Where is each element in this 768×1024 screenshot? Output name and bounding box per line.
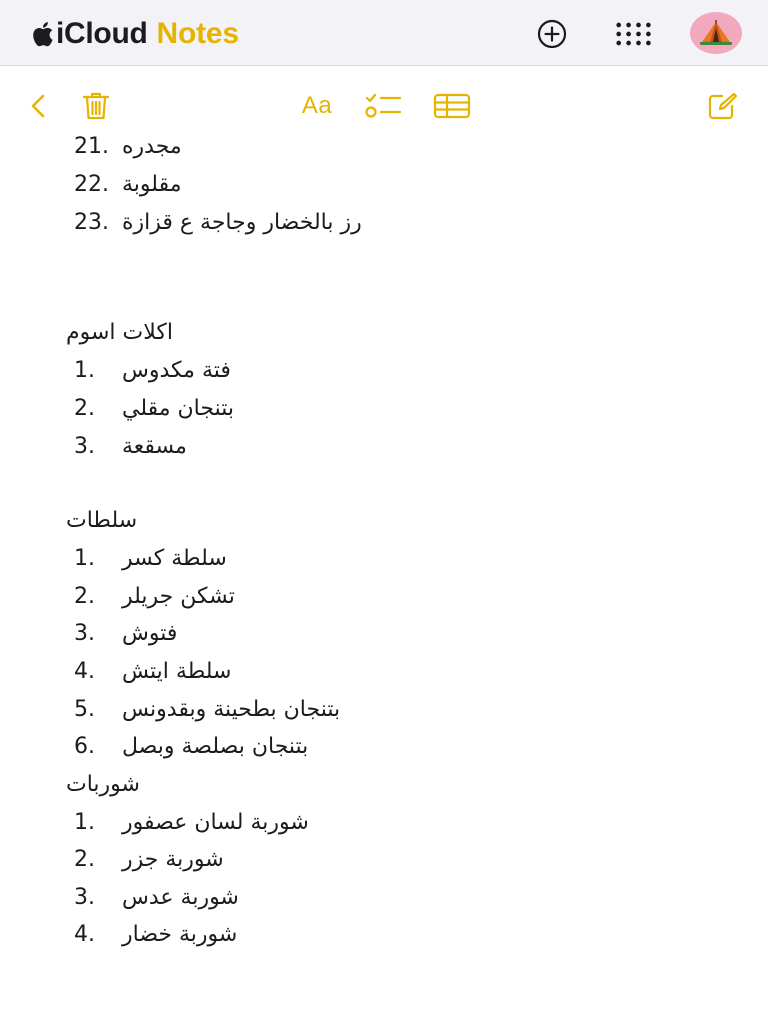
list-item <box>74 544 227 574</box>
list-number: 2. <box>74 396 95 421</box>
list-number: 2. <box>74 584 95 609</box>
list-text: سلطة كسر <box>122 546 227 571</box>
list-item <box>74 132 182 162</box>
note-body[interactable] <box>0 132 768 1024</box>
list-item <box>74 808 309 838</box>
format-button[interactable] <box>294 88 340 124</box>
list-text: فتة مكدوس <box>122 358 231 383</box>
list-item <box>74 394 234 424</box>
plus-circle-icon <box>536 18 568 50</box>
list-item <box>74 845 224 875</box>
list-text: فتوش <box>122 621 178 646</box>
list-text: مقلوبة <box>122 172 182 197</box>
list-text: شوربة خضار <box>122 922 238 947</box>
list-item <box>74 356 231 386</box>
top-app-bar <box>0 0 768 66</box>
new-note-button[interactable] <box>534 16 570 52</box>
list-text: شوربة عدس <box>122 885 239 910</box>
list-item <box>74 695 340 725</box>
list-item <box>74 208 362 238</box>
compose-icon <box>707 91 739 121</box>
list-text: مجدره <box>122 134 182 159</box>
list-number: 3. <box>74 434 95 459</box>
camping-tent-icon <box>698 19 734 47</box>
list-text: شوربة لسان عصفور <box>122 810 309 835</box>
list-number: 3. <box>74 885 95 910</box>
table-icon <box>433 92 471 120</box>
brand-logo[interactable] <box>30 14 239 54</box>
app-grid-icon <box>616 21 652 47</box>
section-heading: سلطات <box>66 508 138 533</box>
section-heading: شوربات <box>66 772 140 797</box>
list-item <box>74 883 239 913</box>
list-item <box>74 920 237 950</box>
list-item <box>74 732 308 762</box>
list-item <box>74 582 235 612</box>
list-number: 1. <box>74 810 95 835</box>
checklist-button[interactable] <box>362 88 404 124</box>
list-text: مسقعة <box>122 434 187 459</box>
list-number: 3. <box>74 621 95 646</box>
list-text: بتنجان بصلصة وبصل <box>122 734 309 759</box>
format-label: Aa <box>301 92 333 119</box>
account-avatar[interactable] <box>690 12 742 54</box>
list-number: 6. <box>74 734 95 759</box>
list-number: 4. <box>74 659 95 684</box>
list-item <box>74 619 177 649</box>
chevron-left-icon <box>29 93 47 119</box>
compose-button[interactable] <box>704 88 742 124</box>
apple-logo-icon <box>30 20 54 48</box>
list-item <box>74 432 187 462</box>
list-text: تشكن جريلر <box>122 584 235 609</box>
list-number: 1. <box>74 546 95 571</box>
section-heading: اكلات اسوم <box>66 320 173 345</box>
list-text: بتنجان بطحينة وبقدونس <box>122 697 341 722</box>
list-item <box>74 657 231 687</box>
table-button[interactable] <box>430 88 474 124</box>
list-number: 4. <box>74 922 95 947</box>
trash-icon <box>81 90 111 122</box>
brand-name: iCloud <box>56 17 148 50</box>
list-number: 1. <box>74 358 95 383</box>
list-text: سلطة ايتش <box>122 659 232 684</box>
list-number: 22. <box>74 172 109 197</box>
list-text: شوربة جزر <box>122 847 224 872</box>
list-number: 23. <box>74 210 109 235</box>
list-text: رز بالخضار وجاجة ع قزازة <box>122 210 362 235</box>
list-number: 5. <box>74 697 95 722</box>
list-item <box>74 170 181 200</box>
list-number: 21. <box>74 134 109 159</box>
list-text: بتنجان مقلي <box>122 396 234 421</box>
list-number: 2. <box>74 847 95 872</box>
delete-button[interactable] <box>78 88 114 124</box>
apps-button[interactable] <box>616 16 652 52</box>
back-button[interactable] <box>22 90 54 122</box>
checklist-icon <box>364 92 402 120</box>
app-name: Notes <box>156 17 239 50</box>
